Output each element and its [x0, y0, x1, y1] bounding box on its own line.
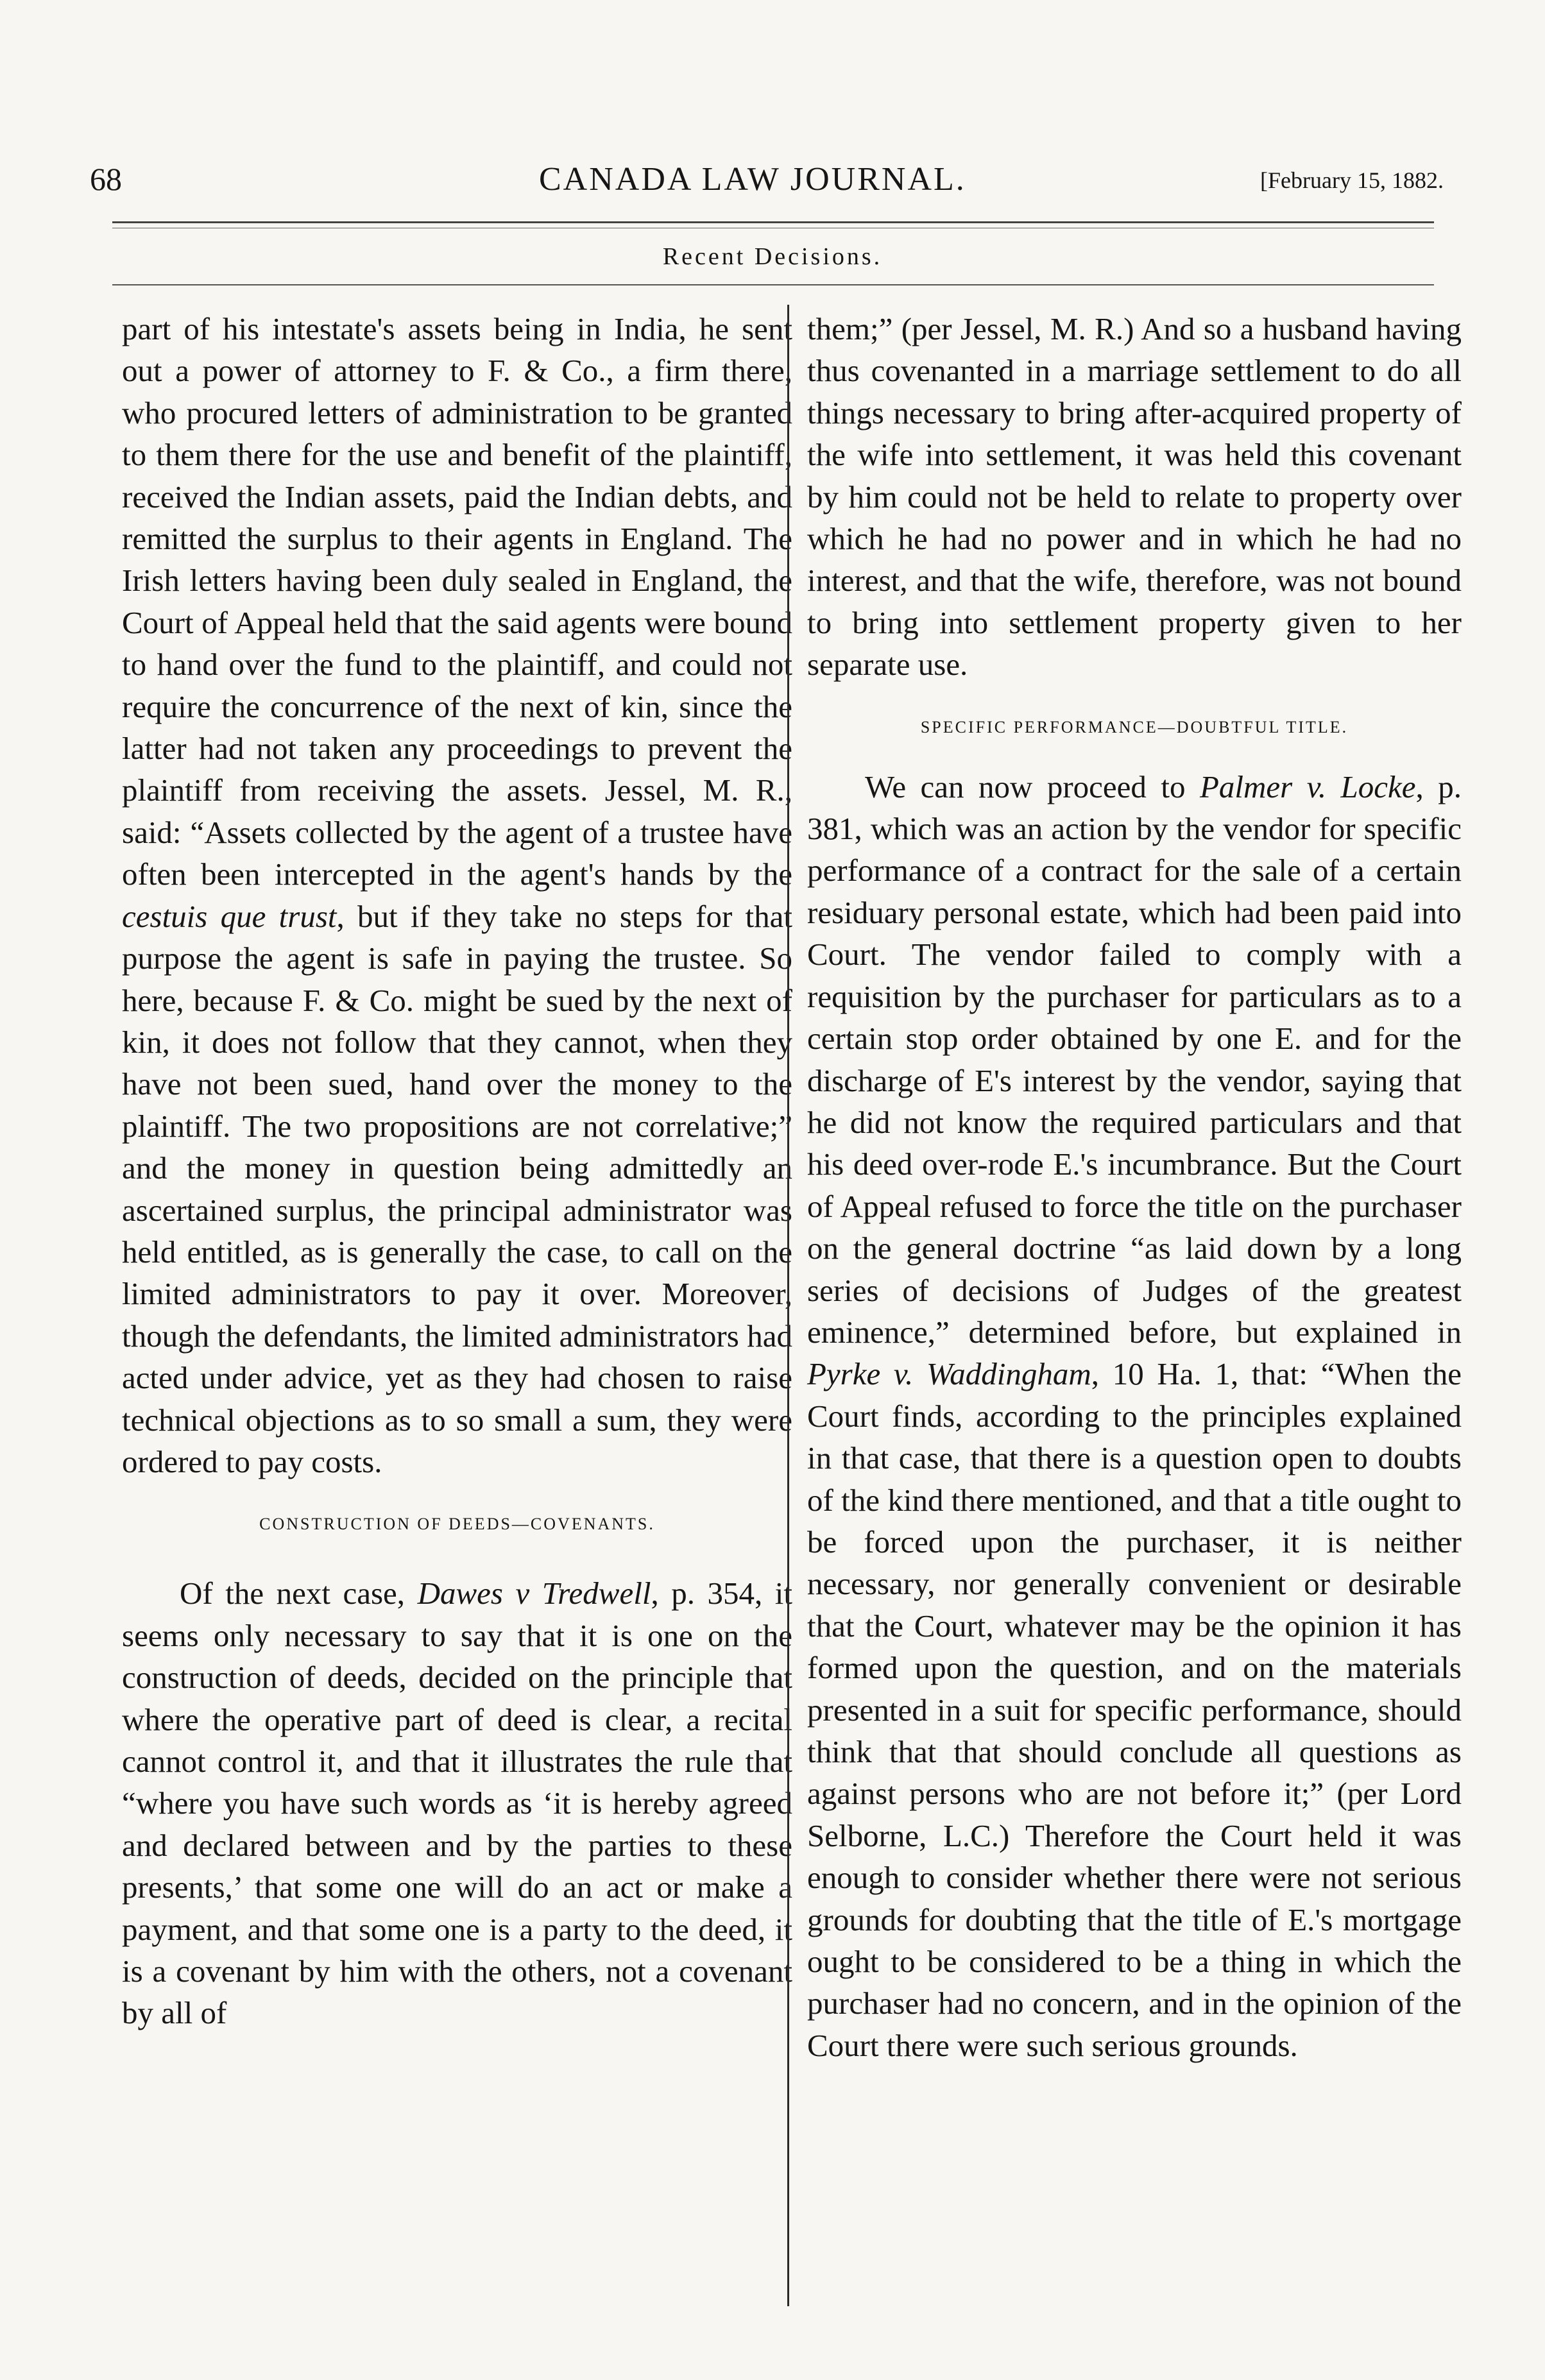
subheading-specific-performance: SPECIFIC PERFORMANCE—DOUBTFUL TITLE.	[920, 717, 1349, 736]
issue-date: [February 15, 1882.	[1260, 167, 1444, 193]
case-name: Pyrke v. Waddingham	[807, 1356, 1091, 1392]
latin-term: cestuis que trust	[122, 898, 337, 934]
case-name: Dawes v Tredwell	[417, 1576, 651, 1611]
paragraph: Of the next case, Dawes v Tredwell, p. 354, it seems only necessary to say that it is one on the construction of deeds, decided on the principle that where the operative part of deed is clear, a recital cannot control it, and that it illustrates the rule that “where you have such words as ‘it is hereby agreed and declared between and by the parties to these presents,’ that some one will do an act or make a payment, and that some one is a party to the deed, it is a covenant by him with the others, not a covenant by all of	[122, 1576, 793, 2031]
page-header	[90, 160, 1444, 199]
left-column	[122, 308, 792, 2034]
header-rule	[112, 221, 1434, 223]
right-column	[807, 308, 1462, 2066]
section-rule	[112, 284, 1434, 285]
column-divider	[787, 305, 789, 2306]
subheading-deeds: CONSTRUCTION OF DEEDS—COVENANTS.	[259, 1515, 655, 1534]
page-number: 68	[90, 161, 122, 197]
paragraph: We can now proceed to Palmer v. Locke, p. 381, which was an action by the vendor for specific performance of a contract for the sale of a certain residuary personal estate, which had been paid into Court. The vendor failed to comply with a requisition by the purchaser for particulars as to a certain stop order obtained by one E. and for the discharge of E's interest by the vendor, saying that he did not know the required particulars and that his deed over-rode E.'s incumbrance. But the Court of Appeal refused to force the title on the purchaser on the general doctrine “as laid down by a long series of decisions of Judges of the greatest eminence,” determined before, but explained in Pyrke v. Waddingham, 10 Ha. 1, that: “When the Court finds, according to the principles explained in that case, that there is a question open to doubts of the kind there mentioned, and that a title ought to be forced upon the purchaser, it is neither necessary, nor generally convenient or desirable that the Court, whatever may be the opinion it has formed upon the question, and on the materials presented in a suit for specific performance, should think that that should conclude all questions as against persons who are not before it;” (per Lord Selborne, L.C.) Therefore the Court held it was enough to consider whether there were not serious grounds for doubting that the title of E.'s mortgage ought to be considered to be a thing in which the purchaser had no concern, and in the opinion of the Court there were such serious grounds.	[807, 769, 1462, 2063]
paragraph: them;” (per Jessel, M. R.) And so a husband having thus covenanted in a marriage settlement to do all things necessary to bring after-acquired property of the wife into settlement, it was held this covenant by him could not be held to relate to property over which he had no power and in which he had no interest, and that the wife, therefore, was not bound to bring into settlement property given to her separate use.	[807, 311, 1462, 683]
section-heading: Recent Decisions.	[662, 243, 883, 270]
journal-title: CANADA LAW JOURNAL.	[539, 161, 966, 198]
paragraph: part of his intestate's assets being in India, he sent out a power of attorney to F. & Co., a firm there, who procured letters of administration to be granted to them there for the use and benefit of the plaintiff, received the Indian assets, paid the Indian debts, and remitted the surplus to their agents in England. The Irish letters having been duly sealed in England, the Court of Appeal held that the said agents were bound to hand over the fund to the plaintiff, and could not require the concurrence of the next of kin, since the latter had not taken any proceedings to prevent the plaintiff from receiving the assets. Jessel, M. R., said: “Assets collected by the agent of a trustee have often been intercepted in the agent's hands by the cestuis que trust, but if they take no steps for that purpose the agent is safe in paying the trustee. So here, because F. & Co. might be sued by the next of kin, it does not follow that they cannot, when they have not been sued, hand over the money to the plaintiff. The two propositions are not correlative;” and the money in question being admittedly an ascertained surplus, the principal administrator was held entitled, as is generally the case, to call on the limited administrators to pay it over. Moreover, though the defendants, the limited administrators had acted under advice, yet as they had chosen to raise technical objections as to so small a sum, they were ordered to pay costs.	[122, 311, 792, 1479]
case-name: Palmer v. Locke	[1199, 769, 1416, 804]
